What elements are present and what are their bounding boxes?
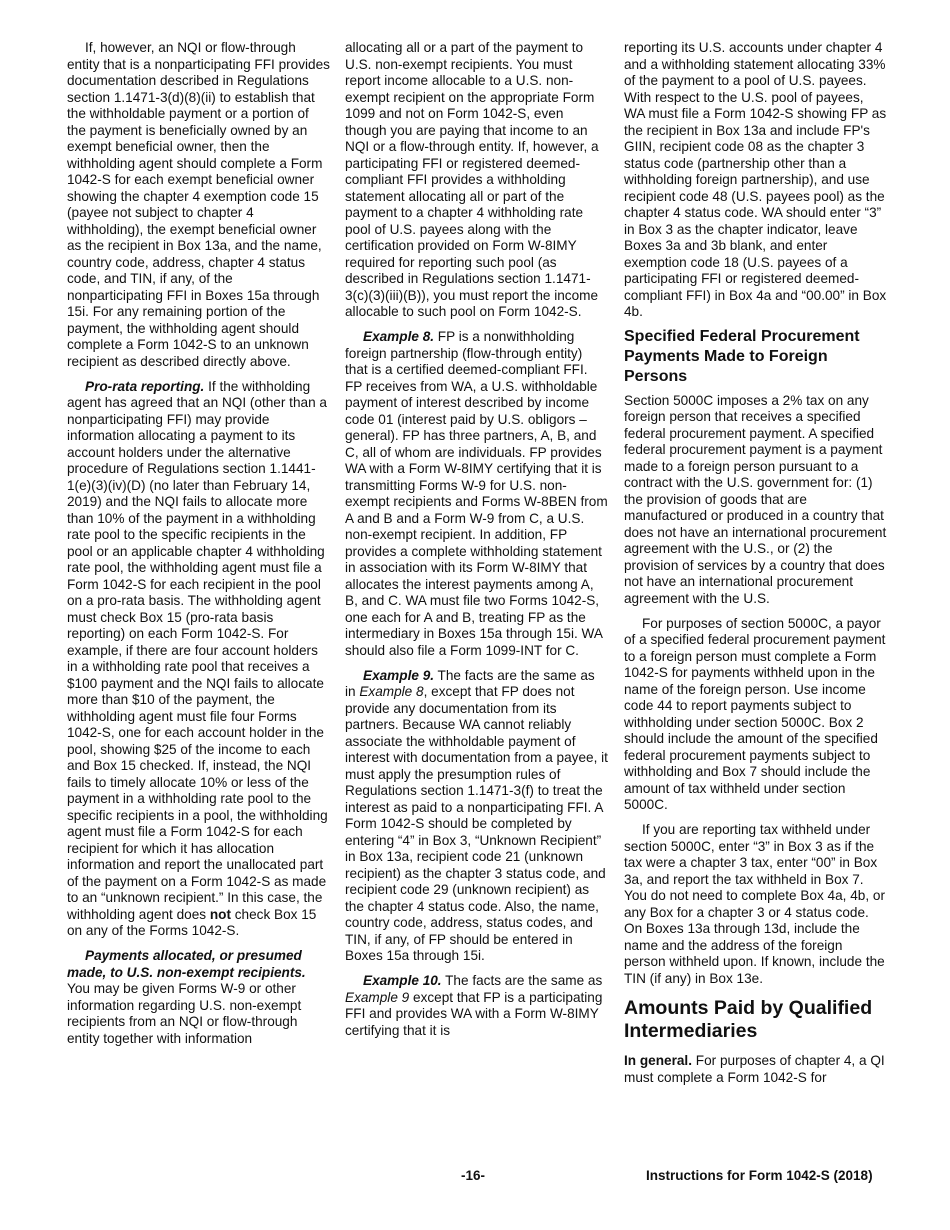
paragraph-allocating-payment: allocating all or a part of the payment to U.S. non-exempt recipients. You must report income allocable to a U.S. non-exempt recipient on the appropriate Form 1099 and not on Form 1042-S, even though you are paying that income to an NQI or a flow-through entity. If, however, a participating FFI or registered deemed-compliant FFI provides a withholding statement allocating all or part of the payment to a chapter 4 withholding rate pool of U.S. payees along with the certification provided on Form W-8IMY required for reporting such pool (as described in Regulations section 1.1471-3(c)(3)(iii)(B)), you must report the income allocable to such pool on Form 1042-S. [345,40,599,319]
heading-specified-federal-procurement: Specified Federal Procurement Payments Made to Foreign Persons [624,327,860,385]
pro-rata-reporting-heading: Pro-rata reporting. [85,378,205,394]
paragraph-pro-rata-reporting: Pro-rata reporting. If the withholding agent has agreed that an NQI (other than a nonparticipating FFI) may provide information allocating a payment to its account holders under the alternative procedure of Regulations section 1.1441-1(e)(3)(iv)(D) (no later than February 14, 2019) and the NQI fails to allocate more than 10% of the payment in a withholding rate pool to the specific recipients in the pool or an applicable chapter 4 withholding rate pool, the withholding agent must file a Form 1042-S for each recipient in the pool on a pro-rata basis. The withholding agent must check Box 15 (pro-rata basis reporting) on each Form 1042-S. For example, if there are four account holders in a withholding rate pool that receives a $100 payment and the NQI fails to allocate more than $10 of the payment, the withholding agent must file four Forms 1042-S, one for each account holder in the pool, showing $25 of the income to each and Box 15 checked. If, instead, the NQI fails to timely allocate 10% or less of the payment in a withholding rate pool to the specific recipients in a pool, the withholding agent must file a Form 1042-S for each recipient for which it has allocation information and report the unallocated part of the payment on a Form 1042-S as made to an “unknown recipient.” In this case, the withholding agent does not check Box 15 on any of the Forms 1042-S. [67,378,328,938]
heading-qualified-intermediaries: Amounts Paid by Qualified Intermediaries [624,997,873,1042]
example-8-heading: Example 8. [363,329,435,344]
paragraph-example-9: Example 9. The facts are the same as in Example 8, except that FP does not provide any documentation from its partners. Because WA cannot reliably associate the withholdable payment of interest with documentation from a payee, it must apply the presumption rules of Regulations section 1.1471-3(f) to treat the interest as paid to a nonparticipating FFI. A Form 1042-S should be completed by entering “4” in Box 3, “Unknown Recipient” in Box 13a, recipient code 21 (unknown recipient) as the chapter 3 status code, and recipient code 29 (unknown recipient) as the chapter 4 status code. Also, the name, country code, address, status codes, and TIN, if any, of FP should be entered in Boxes 15a through 15i. [345,667,608,963]
paragraph-us-accounts-reporting: reporting its U.S. accounts under chapter 4 and a withholding statement allocating 33% of the payment to a pool of U.S. payees. With respect to the U.S. pool of payees, WA must file a Form 1042-S showing FP as the recipient in Box 13a and include FP's GIIN, recipient code 08 as the chapter 3 status code (partnership other than a withholding foreign partnership), and use recipient code 48 (U.S. payees pool) as the chapter 4 status code. WA should enter “3” in Box 3 as the chapter indicator, leave Boxes 3a and 3b blank, and enter exemption code 18 (U.S. payees of a participating FFI or registered deemed-compliant FFI) in Box 4a and “00.00” in Box 4b. [624,40,887,319]
paragraph-in-general: In general. For purposes of chapter 4, a QI must complete a Form 1042-S for [624,1053,885,1085]
page-number: -16- [461,1168,486,1183]
paragraph-section-5000c: Section 5000C imposes a 2% tax on any foreign person that receives a specified federal procurement payment. A specified federal procurement payment is a payment made to a foreign person pursuant to a contract with the U.S. government for: (1) the provision of goods that are manufactured or produced in a country that does not have an international procurement agreement with the U.S., or (2) the provision of services by a country that does not have an international procurement agreement with the U.S. [624,392,887,606]
paragraph-5000c-reporting: If you are reporting tax withheld under section 5000C, enter “3” in Box 3 as if the tax were a chapter 3 tax, enter “00” in Box 3a, and report the tax withheld in Box 7. You do not need to complete Box 4a, 4b, or any Box for a chapter 3 or 4 status code. On Boxes 13a through 13d, include the name and the address of the foreign person withheld upon. If known, include the TIN (if any) in Box 13e. [624,822,885,986]
paragraph-nqi-nonparticipating: If, however, an NQI or flow-through entity that is a nonparticipating FFI provides documentation described in Regulations section 1.1471-3(d)(8)(ii) to establish that the withholdable payment or a portion of the payment is beneficially owned by an exempt beneficial owner, then the withholding agent should complete a Form 1042-S for each exempt beneficial owner showing the chapter 4 exemption code 15 (payee not subject to chapter 4 withholding), the exempt beneficial owner as the recipient in Box 13a, and the name, country code, address, chapter 4 status code, and TIN, if any, of the nonparticipating FFI in Boxes 15a through 15i. For any remaining portion of the payment, the withholding agent should complete a Form 1042-S to an unknown recipient as described directly above. [67,40,330,369]
column-2 [345,40,608,1048]
paragraph-5000c-payor: For purposes of section 5000C, a payor of a specified federal procurement payment to a foreign person must complete a Form 1042-S for payments withheld upon in the name of the foreign person. Use income code 44 to report payments subject to withholding under section 5000C. Box 2 should include the amount of the specified federal procurement payments subject to withholding and Box 7 should include the amount of tax withheld under section 5000C. [624,615,886,812]
paragraph-example-8: Example 8. FP is a nonwithholding foreign partnership (flow-through entity) that is a certified deemed-compliant FFI. FP receives from WA, a U.S. withholdable payment of interest described by income code 01 (interest paid by U.S. obligors – general). FP has three partners, A, B, and C, all of whom are individuals. FP provides WA with a Form W-8IMY certifying that it is transmitting Forms W-9 for U.S. non-exempt recipients and Forms W-8BEN from A and B and a Form W-9 from C, a U.S. non-exempt recipient. In addition, FP provides a complete withholding statement in association with its Form W-8IMY that allocates the interest payments among A, B, and C. WA must file two Forms 1042-S, one each for A and B, treating FP as the intermediary in Boxes 15a through 15i. WA should also file a Form 1099-INT for C. [345,329,608,658]
form-title-footer: Instructions for Form 1042-S (2018) [646,1168,873,1183]
paragraph-example-10: Example 10. The facts are the same as Example 9 except that FP is a participating FFI and provides WA with a Form W-8IMY certifying that it is [345,973,603,1038]
column-1 [67,40,330,1056]
example-10-heading: Example 10. [363,973,442,988]
paragraph-payments-allocated: Payments allocated, or presumed made, to U.S. non-exempt recipients. You may be given Forms W-9 or other information regarding U.S. non-exempt recipients from an NQI or flow-through entity together with information [67,948,306,1046]
example-9-heading: Example 9. [363,667,435,683]
in-general-heading: In general. [624,1053,692,1068]
payments-allocated-heading: Payments allocated, or presumed made, to U.S. non-exempt recipients. [67,948,306,980]
column-3 [624,40,887,1095]
